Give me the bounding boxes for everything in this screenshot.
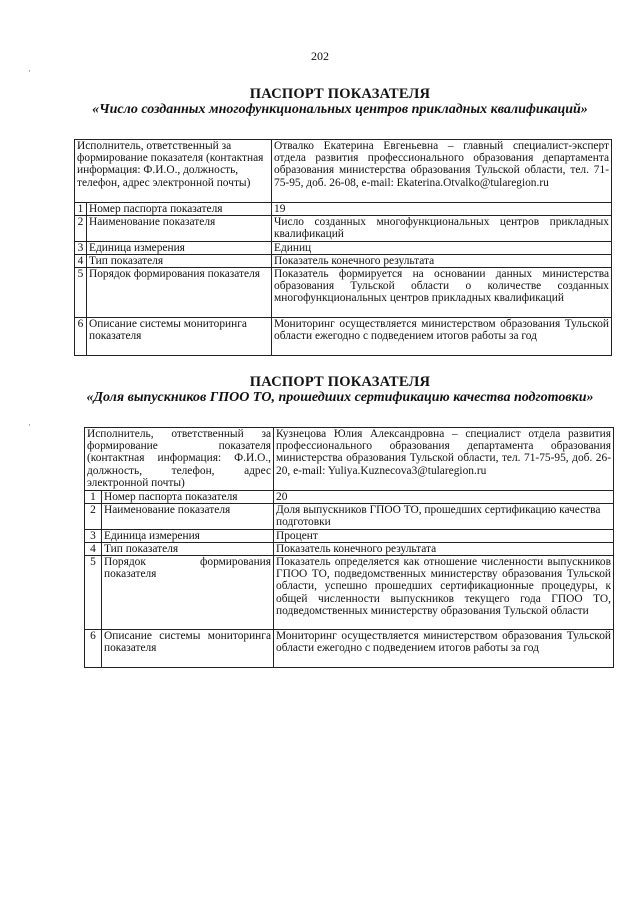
row-label: Тип показателя xyxy=(87,254,272,267)
row-number: 1 xyxy=(75,203,87,216)
row-label: Единица измерения xyxy=(87,241,272,254)
row-value: Показатель определяется как отношение численности выпускников ГПОО ТО, подведомственных министерству образования Тульской области, успешно прошедших сертификационные процедуры, к общей численности выпускников текущего года ГПОО ТО, подведомственных министерству образования Тульской области xyxy=(274,556,614,630)
passport-title: ПАСПОРТ ПОКАЗАТЕЛЯ xyxy=(249,86,431,102)
passport-subtitle: «Число созданных многофункциональных центров прикладных квалификаций» xyxy=(92,102,588,117)
row-number: 3 xyxy=(85,529,102,542)
row-number: 5 xyxy=(75,268,87,318)
row-number: 2 xyxy=(85,504,102,529)
table-row xyxy=(85,428,614,491)
row-label: Наименование показателя xyxy=(87,216,272,241)
table-row xyxy=(75,268,612,318)
row-label: Описание системы мониторинга показателя xyxy=(87,318,272,356)
row-number: 6 xyxy=(75,318,87,356)
row-value: Показатель формируется на основании данных министерства образования Тульской области о количестве созданных многофункциональных центров прикладных квалификаций xyxy=(272,268,612,318)
table-row xyxy=(85,556,614,630)
row-value: Число созданных многофункциональных центров прикладных квалификаций xyxy=(272,216,612,241)
margin-mark: · xyxy=(28,66,31,76)
row-label: Номер паспорта показателя xyxy=(87,203,272,216)
table-row xyxy=(85,630,614,668)
row-value: Процент xyxy=(274,529,614,542)
row-number: 4 xyxy=(85,542,102,555)
table-row xyxy=(85,491,614,504)
passport-title: ПАСПОРТ ПОКАЗАТЕЛЯ xyxy=(249,374,431,390)
row-number: 4 xyxy=(75,254,87,267)
executor-label: Исполнитель, ответственный за формирование показателя (контактная информация: Ф.И.О., должность, телефон, адрес электронной почты) xyxy=(85,428,274,491)
executor-label: Исполнитель, ответственный за формирование показателя (контактная информация: Ф.И.О., должность, телефон, адрес электронной почты) xyxy=(75,140,272,203)
row-value: Показатель конечного результата xyxy=(272,254,612,267)
passport-heading xyxy=(60,374,620,405)
passport-table xyxy=(84,427,614,668)
table-row xyxy=(75,318,612,356)
row-value: Доля выпускников ГПОО ТО, прошедших сертификацию качества подготовки xyxy=(274,504,614,529)
page-number: 202 xyxy=(311,49,329,63)
table-row xyxy=(85,504,614,529)
row-value: 20 xyxy=(274,491,614,504)
passport-subtitle: «Доля выпускников ГПОО ТО, прошедших сертификацию качества подготовки» xyxy=(86,390,594,405)
table-row xyxy=(75,140,612,203)
executor-value: Отвалко Екатерина Евгеньевна – главный специалист-эксперт отдела развития профессионального образования департамента образования министерства образования Тульской области, тел. 71-75-95, доб. 26-08, e-mail: Ekaterina.Otvalko@tularegion.ru xyxy=(272,140,612,203)
row-number: 3 xyxy=(75,241,87,254)
row-value: 19 xyxy=(272,203,612,216)
passport-table xyxy=(74,139,612,356)
row-label: Описание системы мониторинга показателя xyxy=(102,630,274,668)
row-label: Номер паспорта показателя xyxy=(102,491,274,504)
row-label: Тип показателя xyxy=(102,542,274,555)
row-label: Наименование показателя xyxy=(102,504,274,529)
row-label: Единица измерения xyxy=(102,529,274,542)
row-number: 1 xyxy=(85,491,102,504)
row-label: Порядок формирования показателя xyxy=(87,268,272,318)
passport-heading xyxy=(60,86,620,117)
row-value: Показатель конечного результата xyxy=(274,542,614,555)
row-number: 6 xyxy=(85,630,102,668)
row-value: Мониторинг осуществляется министерством образования Тульской области ежегодно с подведением итогов работы за год xyxy=(272,318,612,356)
table-row xyxy=(75,241,612,254)
table-row xyxy=(75,216,612,241)
margin-mark: · xyxy=(28,420,31,430)
table-row xyxy=(75,254,612,267)
executor-value: Кузнецова Юлия Александровна – специалист отдела развития профессионального образования департамента образования министерства образования Тульской области, тел. 71-75-95, доб. 26-20, e-mail: Yuliya.Kuznecova3@tularegion.ru xyxy=(274,428,614,491)
table-row xyxy=(85,542,614,555)
row-number: 2 xyxy=(75,216,87,241)
row-value: Мониторинг осуществляется министерством образования Тульской области ежегодно с подведением итогов работы за год xyxy=(274,630,614,668)
row-value: Единиц xyxy=(272,241,612,254)
table-row xyxy=(75,203,612,216)
row-label: Порядок формирования показателя xyxy=(102,556,274,630)
row-number: 5 xyxy=(85,556,102,630)
table-row xyxy=(85,529,614,542)
